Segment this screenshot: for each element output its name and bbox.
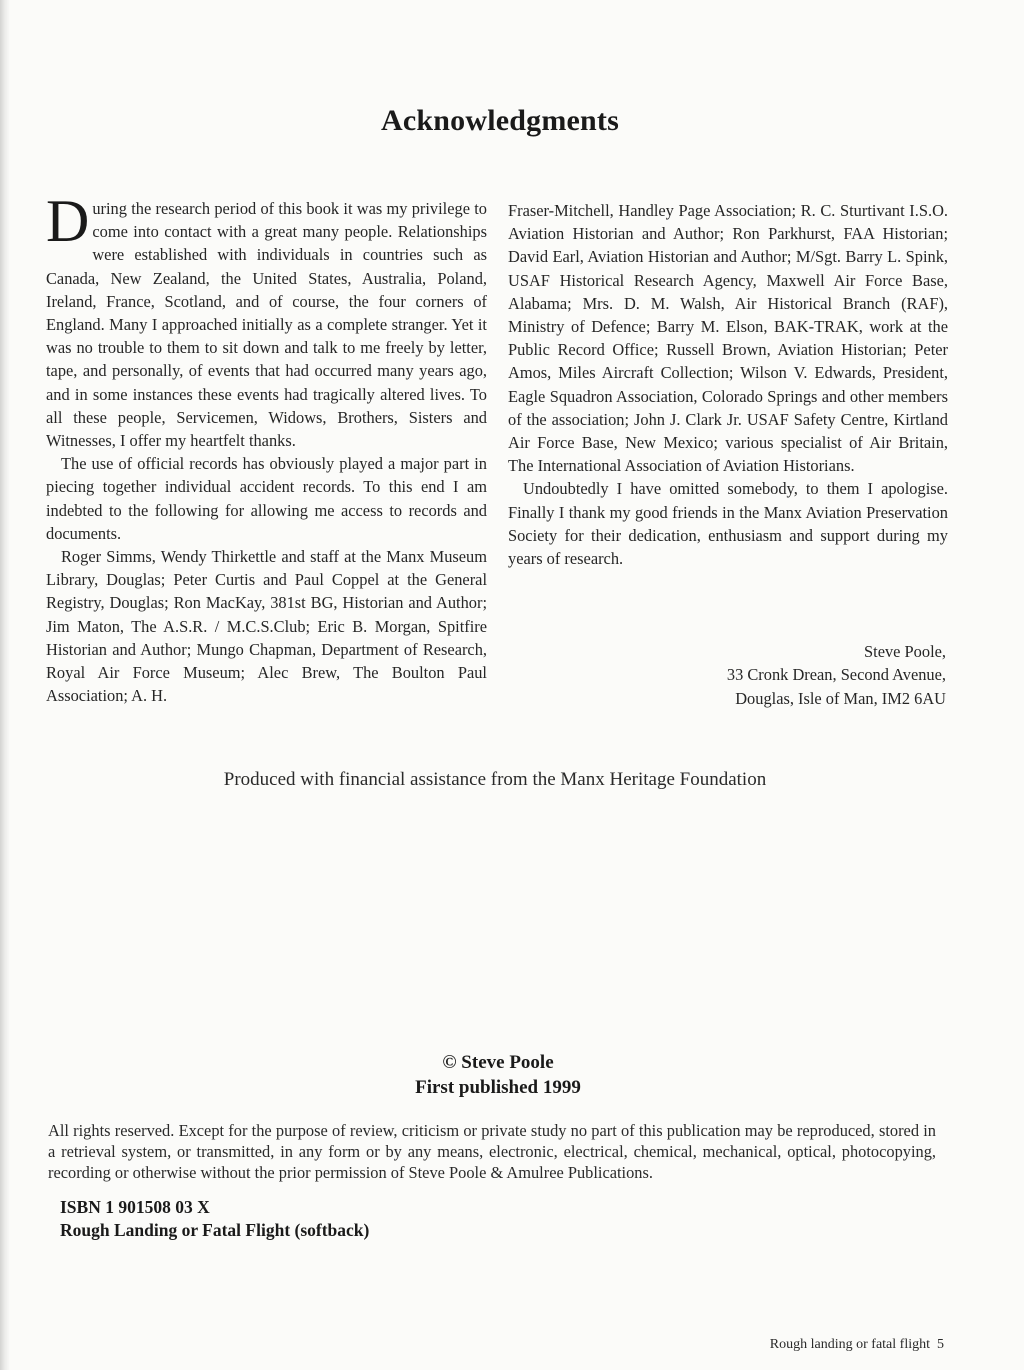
records-paragraph: The use of official records has obviously played a major part in piecing together individual accident records. To this end I am indebted to the following for allowing me access to records and documents. [46, 454, 487, 543]
isbn-number: ISBN 1 901508 03 X [60, 1197, 210, 1217]
acknowledgment-list-paragraph: Roger Simms, Wendy Thirkettle and staff at the Manx Museum Library, Douglas; Peter Curtis and Paul Coppel at the General Registry, Douglas; Ron MacKay, 381st BG, Historian and Author; Jim Maton, The A.S.R. / M.C.S.Club; Eric B. Morgan, Spitfire Historian and Author; Mungo Chapman, Department of Research, Royal Air Force Museum; Alec Brew, The Boulton Paul Association; A. H. [46, 547, 487, 706]
address-line-1: 33 Cronk Drean, Second Avenue, [726, 665, 946, 685]
running-footer [770, 1337, 944, 1353]
publication-year-line: First published 1999 [415, 1077, 581, 1098]
intro-paragraph [46, 188, 487, 452]
right-column [508, 199, 948, 570]
rights-statement: All rights reserved. Except for the purpose of review, criticism or private study no part of this publication may be reproduced, stored in a retrieval system, or transmitted, in any form or by any means, electronic, electrical, chemical, mechanical, optical, photocopying, recording or otherwise without the prior permission of Steve Poole & Amulree Publications. [48, 1121, 936, 1182]
copyright-line: © Steve Poole [442, 1052, 554, 1073]
closing-paragraph: Undoubtedly I have omitted somebody, to them I apologise. Finally I thank my good friends in the Manx Aviation Preservation Society for their dedication, enthusiasm and support during my years of research. [508, 479, 948, 569]
copyright-block [0, 1050, 996, 1100]
running-title: Rough landing or fatal flight [769, 1337, 930, 1352]
intro-paragraph-text: uring the research period of this book it was my privilege to come into contact with a great many people. Relationships were established with individuals in countries such as Canada, New Zealand, the United States, Australia, Poland, Ireland, France, Scotland, and of course, the four corners of England. Many I approached initially as a complete stranger. Yet it was no trouble to them to sit down and talk to me freely by letter, tape, and personally, of events that had occurred many years ago, and in some instances these events had tragically altered lives. To all these people, Servicemen, Widows, Brothers, Sisters and Witnesses, I offer my heartfelt thanks. [46, 199, 487, 451]
address-line-2: Douglas, Isle of Man, IM2 6AU [735, 688, 946, 708]
funding-note: Produced with financial assistance from the Manx Heritage Foundation [223, 769, 767, 790]
page-binding-shadow [0, 0, 10, 1370]
author-name: Steve Poole, [864, 642, 946, 661]
drop-cap: D [46, 188, 90, 254]
page-title: Acknowledgments [380, 104, 619, 138]
isbn-block [60, 1196, 369, 1242]
acknowledgment-list-continued: Fraser-Mitchell, Handley Page Association; R. C. Sturtivant I.S.O. Aviation Historian and Author; Ron Parkhurst, FAA Historian; David Earl, Aviation Historian and Author; M/Sgt. Barry L. Spink, USAF Historical Research Agency, Maxwell Air Force Base, Alabama; Mrs. D. M. Walsh, Air Historical Branch (RAF), Ministry of Defence; Barry M. Elson, BAK-TRAK, work at the Public Record Office; Russell Brown, Aviation Historian; Peter Amos, Miles Aircraft Collection; Wilson V. Edwards, President, Eagle Squadron Association, Colorado Springs and other members of the association; John J. Clark Jr. USAF Safety Centre, Kirtland Air Force Base, New Mexico; various specialist of Air Britain, The International Association of Aviation Historians. [508, 201, 948, 476]
author-signature-block [727, 640, 946, 710]
page-number: 5 [937, 1337, 944, 1352]
edition-title: Rough Landing or Fatal Flight (softback) [60, 1220, 370, 1240]
left-column [46, 188, 487, 707]
